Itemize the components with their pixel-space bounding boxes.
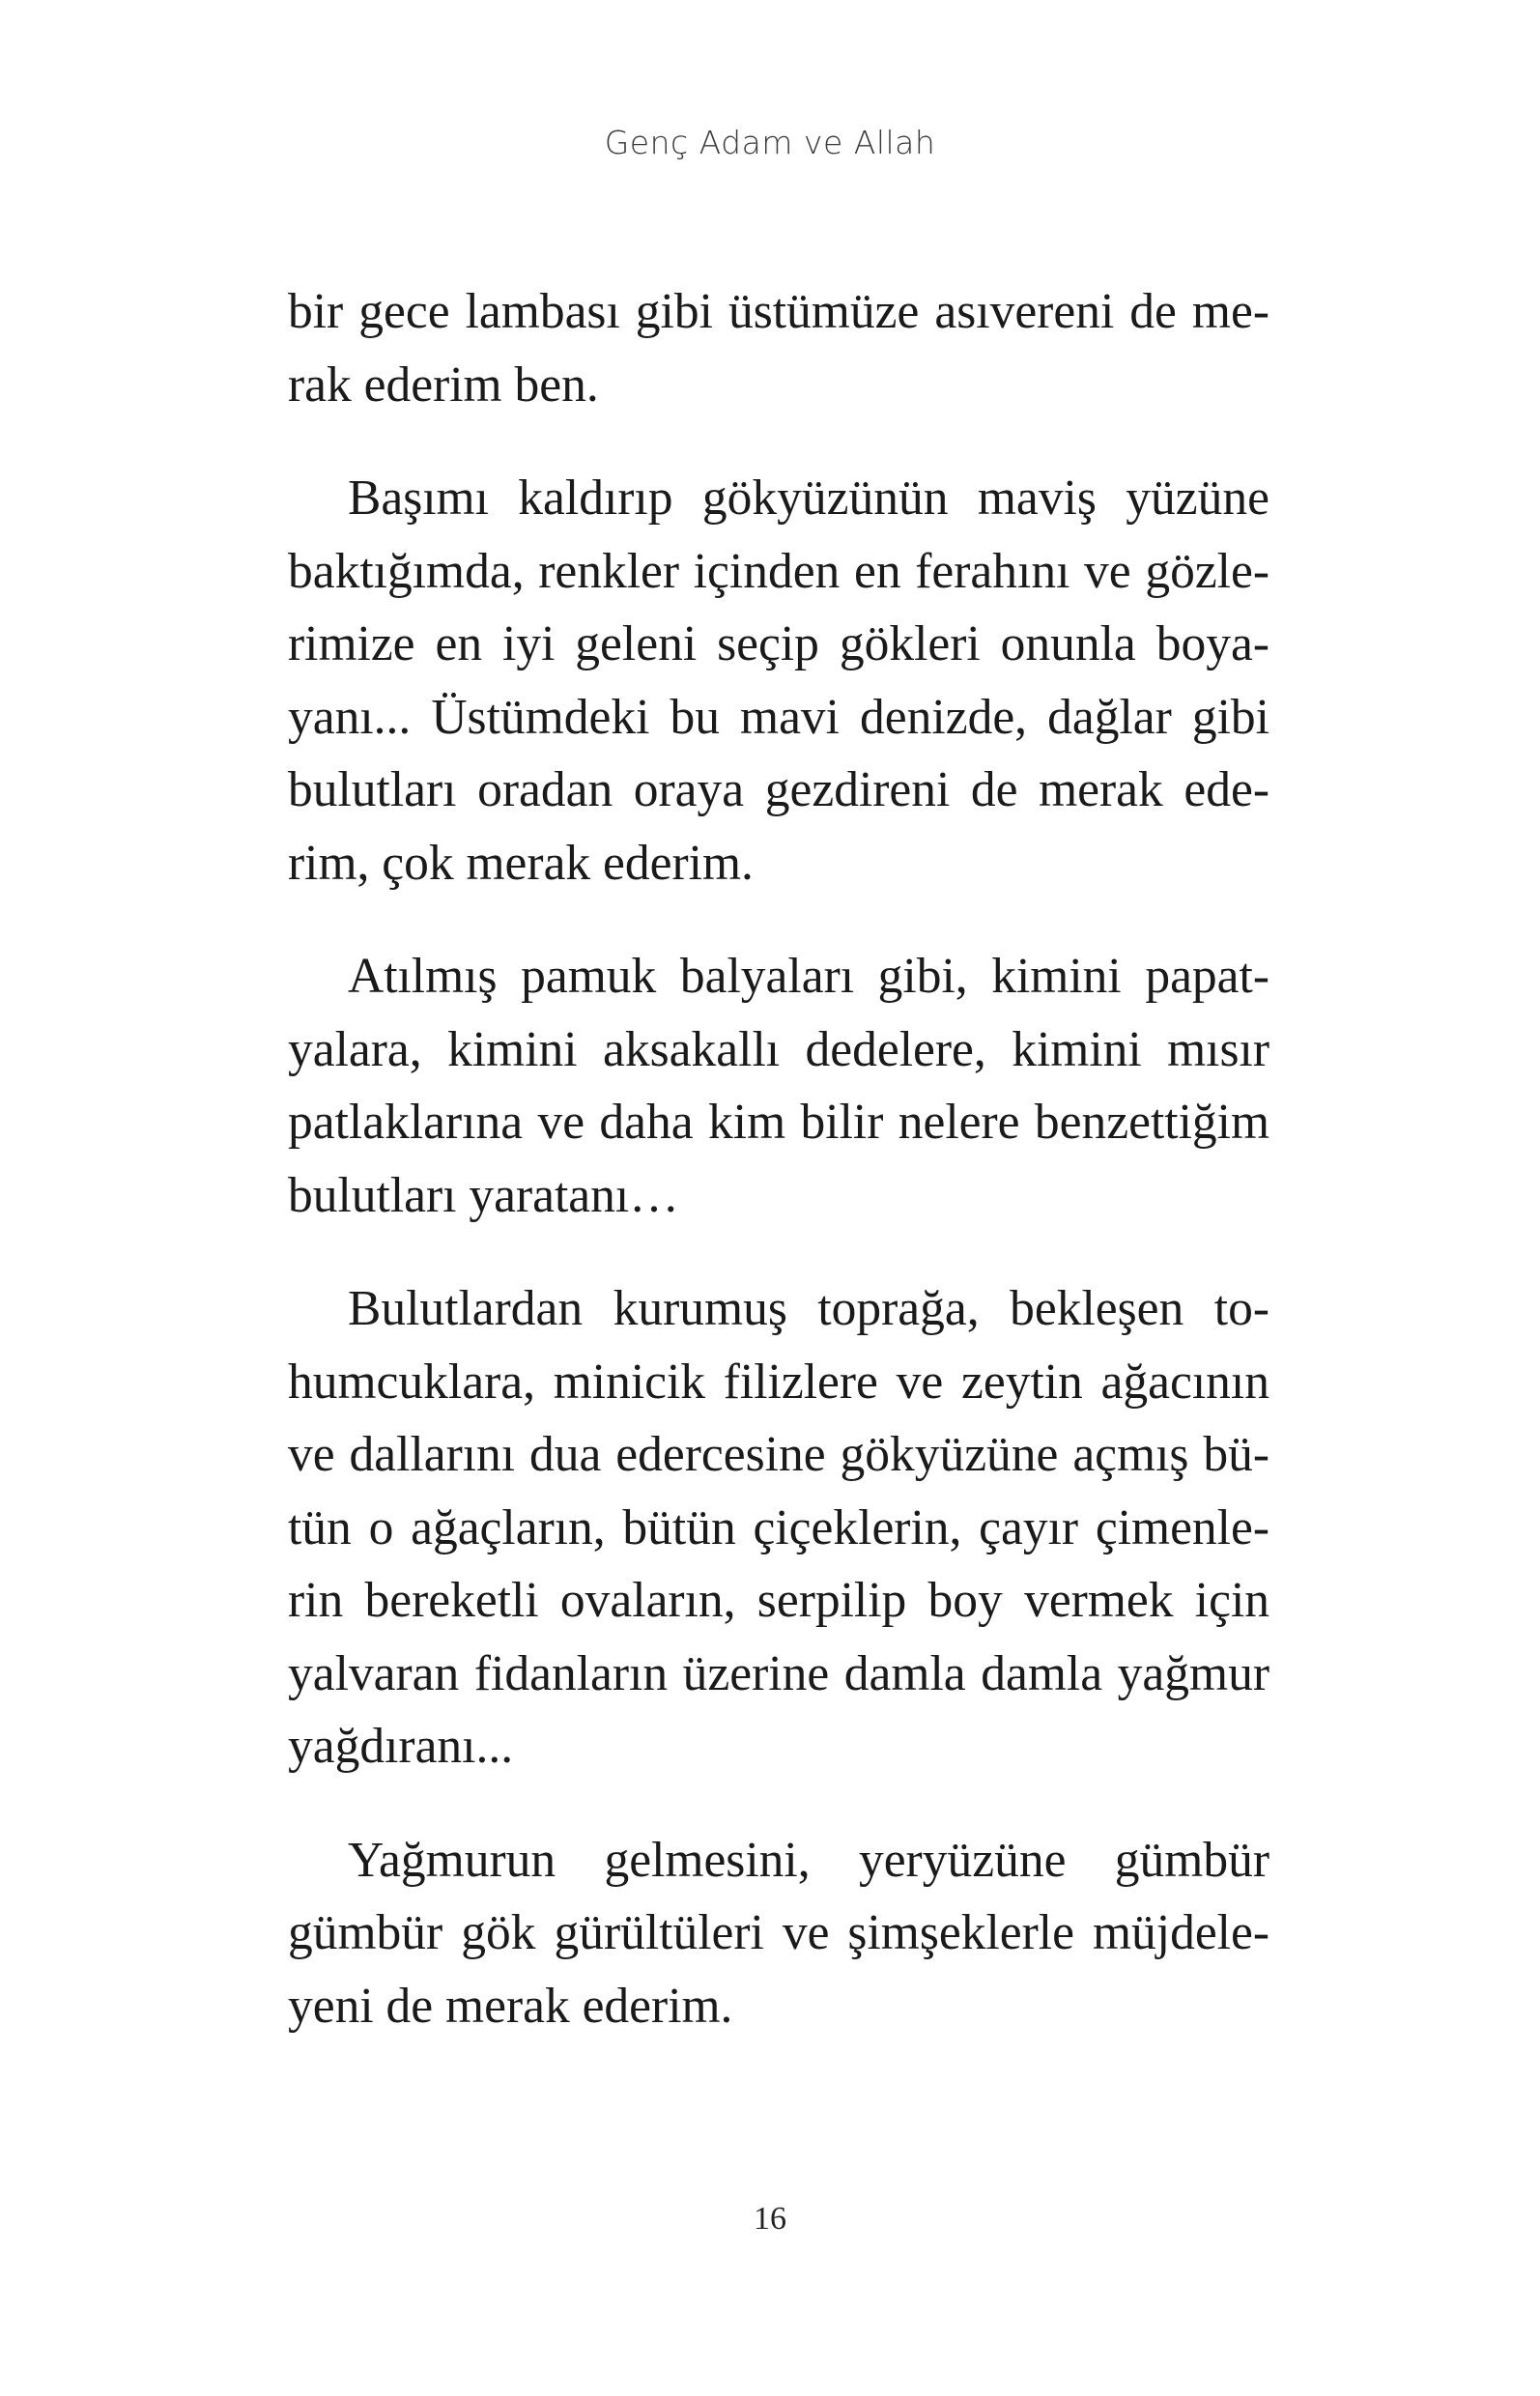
body-paragraph-3: Atılmış pamuk balyaları gibi, kimini papatyalara, kimini aksakallı dedelere, kimini mısır patlaklarına ve daha kim bilir nelere benzettiğim bulutları yaratanı… [288, 949, 1269, 1223]
running-header: Genç Adam ve Allah [604, 124, 936, 161]
page-body [288, 275, 1269, 2042]
page-number: 16 [754, 2201, 786, 2237]
body-paragraph-4: Bulutlardan kurumuş toprağa, bekleşen tohumcuklara, minicik filizlere ve zeytin ağacının ve dallarını dua edercesine gökyüzüne açmış bütün o ağaçların, bütün çiçeklerin, çayır çimenlerin bereketli ovaların, serpilip boy vermek için yalvaran fidanların üzerine damla damla yağmur yağdıranı... [288, 1281, 1269, 1774]
body-paragraph-1: bir gece lambası gibi üstümüze asıvereni de merak ederim ben. [288, 284, 1269, 413]
body-paragraph-2: Başımı kaldırıp gökyüzünün maviş yüzüne baktığımda, renkler içinden en ferahını ve gözlerimize en iyi geleni seçip gökleri onunla boyayanı... Üstümdeki bu mavi denizde, dağlar gibi bulutları oradan oraya gezdireni de merak ederim, çok merak ederim. [288, 471, 1269, 891]
body-paragraph-5: Yağmurun gelmesini, yeryüzüne gümbür gümbür gök gürültüleri ve şimşeklerle müjdeleyeni de merak ederim. [288, 1832, 1269, 2034]
